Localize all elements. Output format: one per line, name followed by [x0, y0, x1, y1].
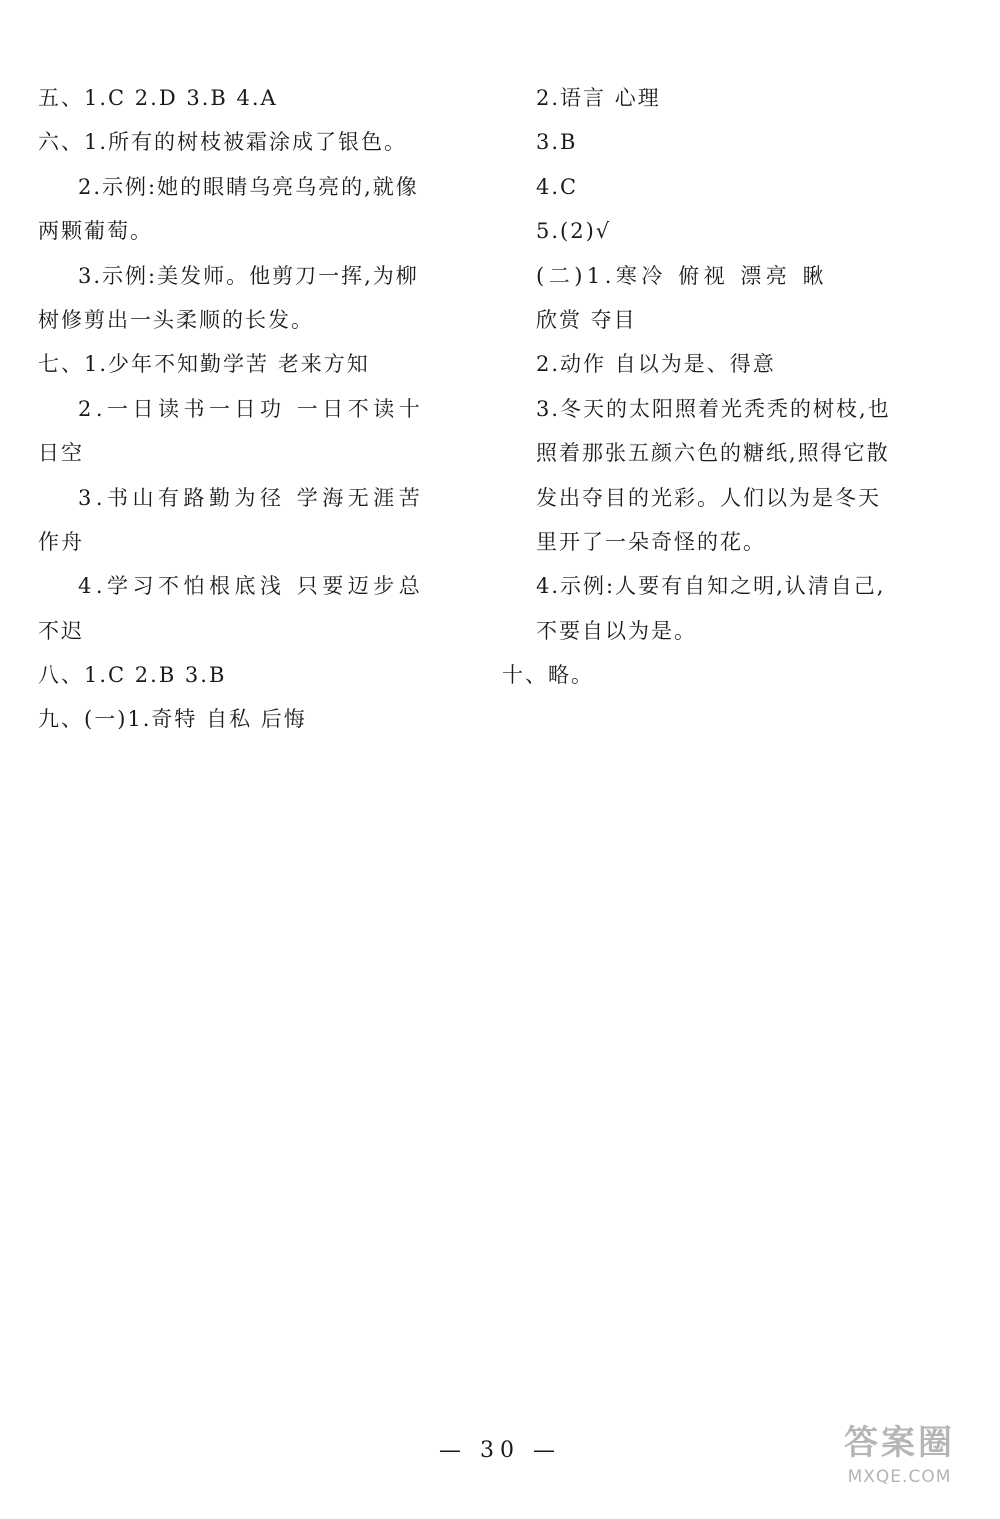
answer-line: 4.学习不怕根底浅 只要迈步总: [78, 574, 425, 599]
answer-line: 五、1.C 2.D 3.B 4.A: [38, 86, 278, 110]
answer-line: 树修剪出一头柔顺的长发。: [38, 307, 314, 332]
answer-line: 不迟: [38, 618, 84, 643]
answer-line: 十、略。: [502, 663, 594, 688]
answer-line: 不要自以为是。: [536, 618, 697, 643]
answer-line: 里开了一朵奇怪的花。: [536, 529, 766, 554]
answer-line: 发出夺目的光彩。人们以为是冬天: [536, 485, 881, 510]
answer-line: 2.一日读书一日功 一日不读十: [78, 396, 425, 421]
answer-line: 3.示例:美发师。他剪刀一挥,为柳: [78, 263, 419, 288]
answer-line: 5.(2)√: [536, 219, 612, 244]
answer-line: 4.C: [536, 174, 579, 199]
watermark-logo: [817, 1421, 982, 1501]
answer-line: 九、(一)1.奇特 自私 后悔: [38, 707, 307, 732]
answer-line: 日空: [38, 441, 84, 466]
answer-line: 3.B: [536, 130, 578, 155]
answer-line: 3.书山有路勤为径 学海无涯苦: [78, 485, 425, 510]
left-column: [38, 76, 478, 742]
answer-line: 欣赏 夺目: [536, 307, 637, 332]
page-number: — 30 —: [439, 1438, 561, 1463]
answer-line: 2.语言 心理: [536, 86, 661, 110]
answer-line: 作舟: [38, 529, 84, 554]
answer-line: 3.冬天的太阳照着光秃秃的树枝,也: [536, 396, 891, 421]
watermark-text: 答案圈: [844, 1423, 955, 1463]
answer-line: 两颗葡萄。: [38, 219, 153, 244]
answer-line: (二)1.寒冷 俯视 漂亮 瞅: [536, 263, 828, 288]
answer-line: 六、1.所有的树枝被霜涂成了银色。: [38, 130, 408, 155]
answer-line: 照着那张五颜六色的糖纸,照得它散: [536, 441, 890, 466]
watermark-url: MXQE.COM: [847, 1467, 952, 1487]
answer-line: 2.动作 自以为是、得意: [536, 352, 776, 377]
answer-line: 2.示例:她的眼睛乌亮乌亮的,就像: [78, 174, 419, 199]
right-column: [502, 76, 942, 697]
answer-line: 八、1.C 2.B 3.B: [38, 663, 227, 688]
answer-line: 4.示例:人要有自知之明,认清自己,: [536, 574, 886, 599]
answer-line: 七、1.少年不知勤学苦 老来方知: [38, 352, 370, 377]
